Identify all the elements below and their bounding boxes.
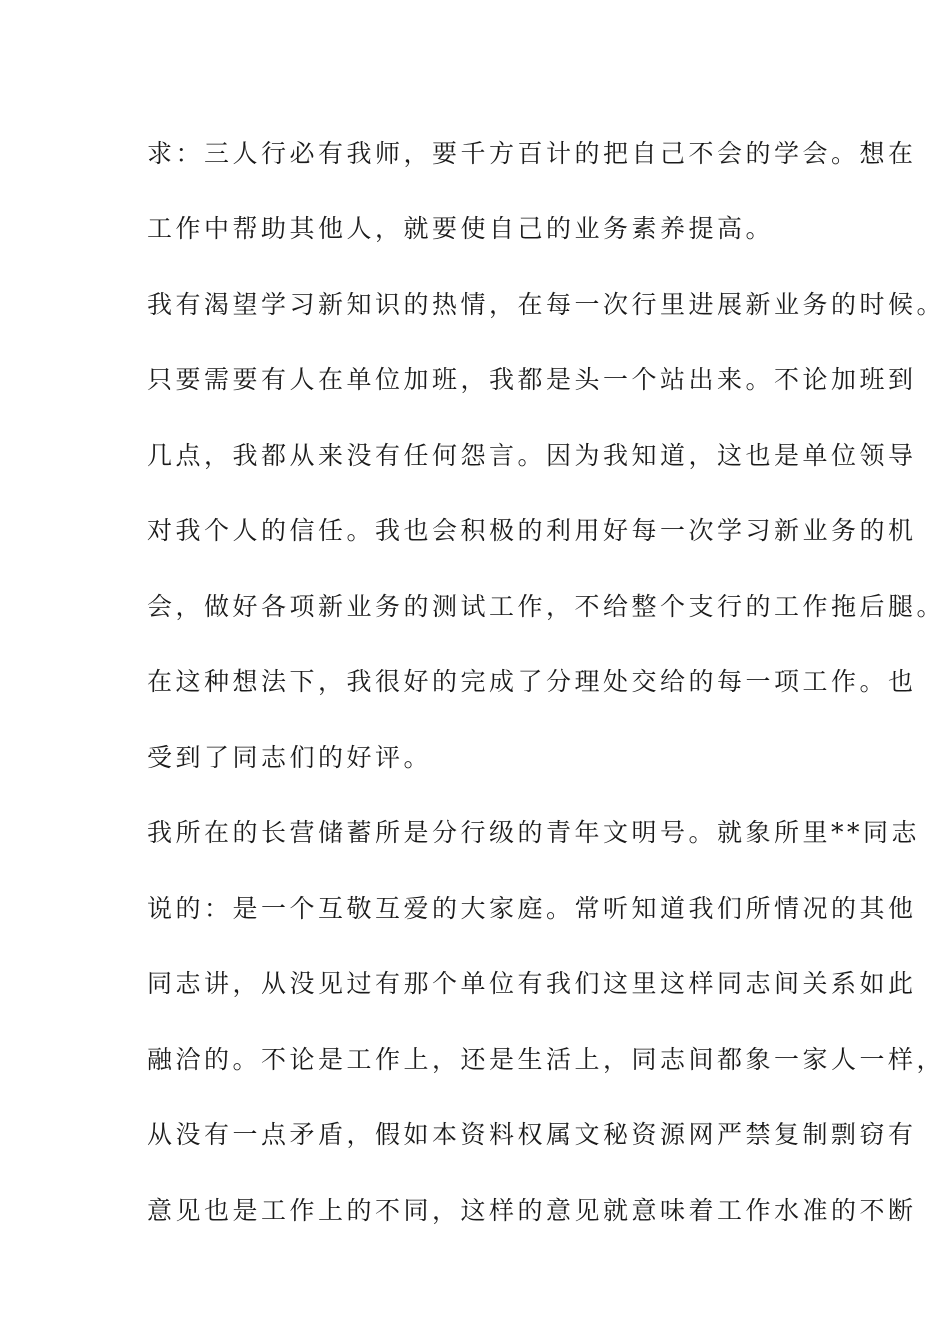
text-line: 我有渴望学习新知识的热情，在每一次行里进展新业务的时候。 <box>147 290 946 319</box>
text-line: 意见也是工作上的不同，这样的意见就意味着工作水准的不断 <box>147 1196 917 1225</box>
text-line: 求：三人行必有我师，要千方百计的把自己不会的学会。想在 <box>147 139 917 168</box>
text-line: 只要需要有人在单位加班，我都是头一个站出来。不论加班到 <box>147 365 917 394</box>
text-line: 会，做好各项新业务的测试工作，不给整个支行的工作拖后腿。 <box>147 592 946 621</box>
text-line: 我所在的长营储蓄所是分行级的青年文明号。就象所里**同志 <box>147 818 921 847</box>
text-line: 说的：是一个互敬互爱的大家庭。常听知道我们所情况的其他 <box>147 894 917 923</box>
text-line: 工作中帮助其他人，就要使自己的业务素养提高。 <box>147 214 775 243</box>
text-line: 同志讲，从没见过有那个单位有我们这里这样同志间关系如此 <box>147 969 917 998</box>
text-line: 从没有一点矛盾，假如本资料权属文秘资源网严禁复制剽窃有 <box>147 1120 917 1149</box>
text-line: 融洽的。不论是工作上，还是生活上，同志间都象一家人一样， <box>147 1045 946 1074</box>
text-line: 对我个人的信任。我也会积极的利用好每一次学习新业务的机 <box>147 516 917 545</box>
text-line: 受到了同志们的好评。 <box>147 743 433 772</box>
text-line: 在这种想法下，我很好的完成了分理处交给的每一项工作。也 <box>147 667 917 696</box>
text-line: 几点，我都从来没有任何怨言。因为我知道，这也是单位领导 <box>147 441 917 470</box>
